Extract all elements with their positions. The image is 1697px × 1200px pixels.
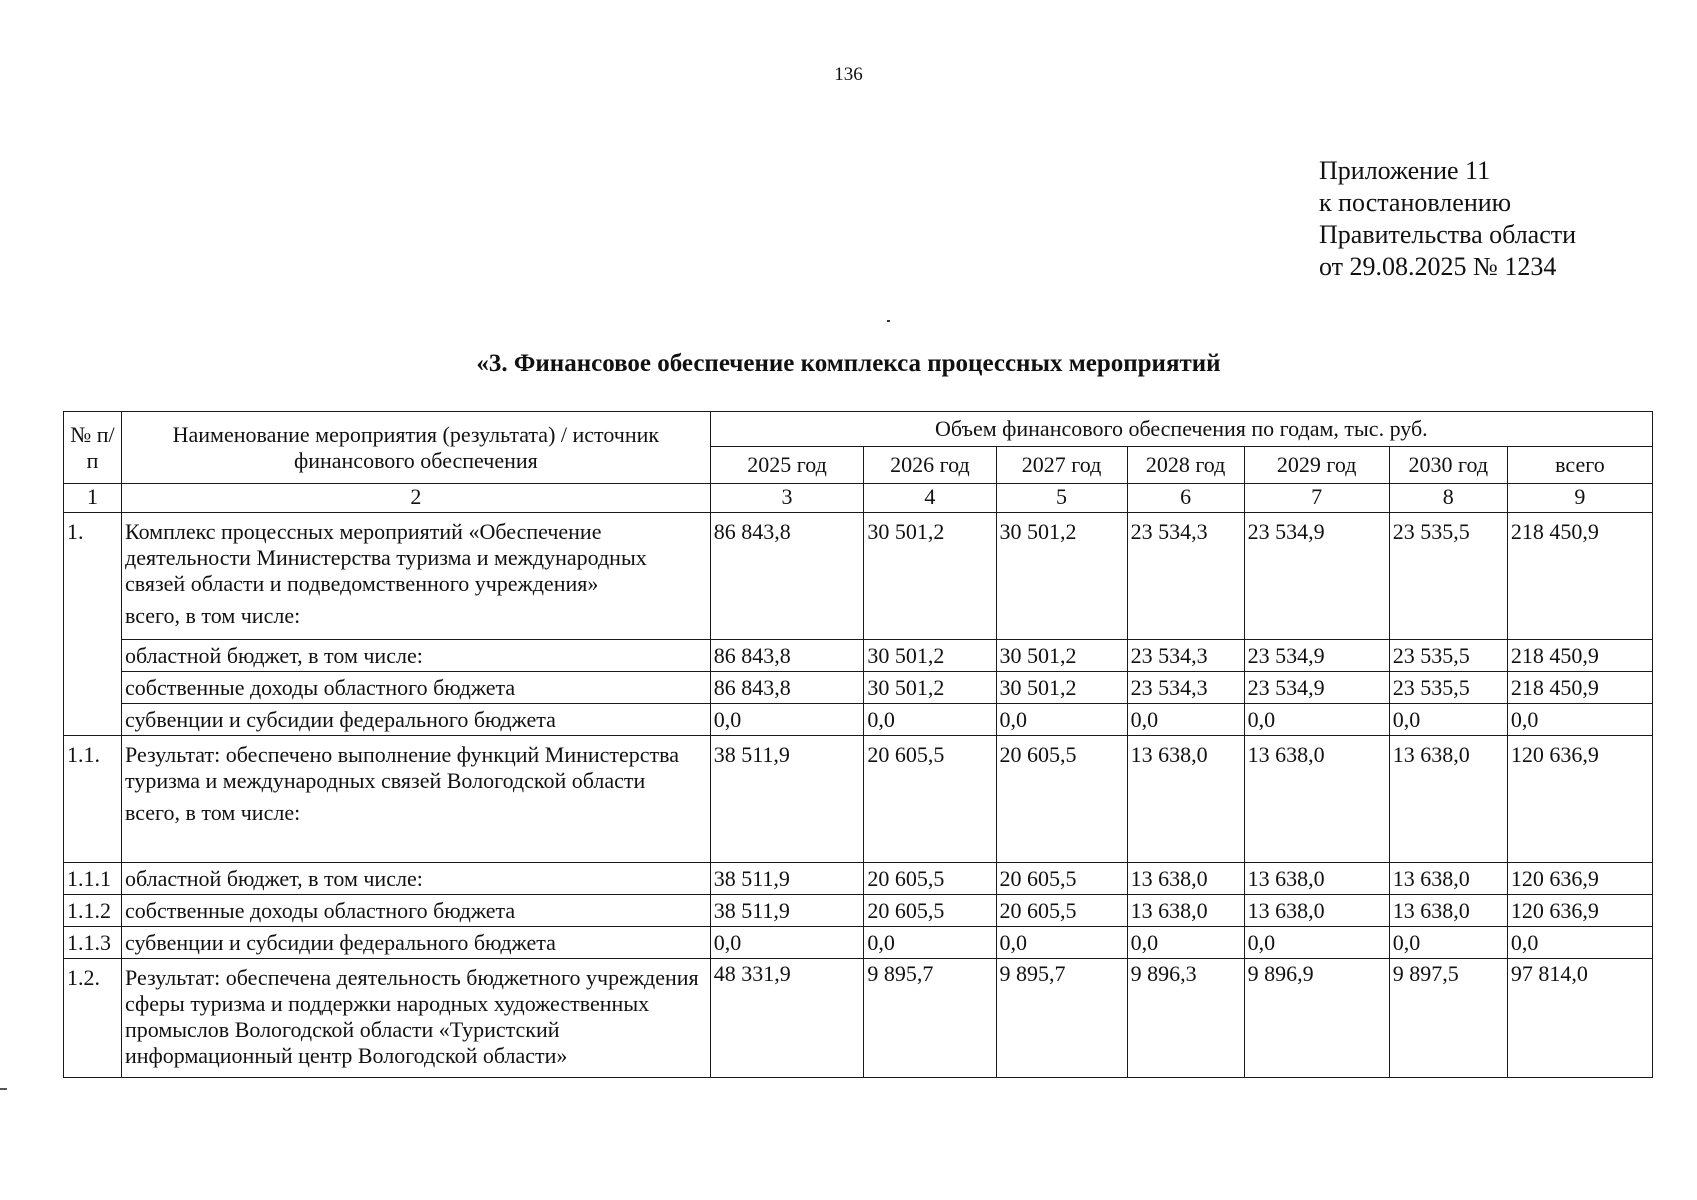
value-cell: 86 843,8: [710, 640, 864, 672]
value-cell: 23 535,5: [1389, 672, 1507, 704]
value-cell: 13 638,0: [1127, 736, 1244, 863]
value-cell: 13 638,0: [1244, 895, 1389, 927]
row-name: [122, 895, 711, 927]
row-name-text: собственные доходы областного бюджета: [125, 898, 516, 923]
value-cell: 23 535,5: [1389, 513, 1507, 640]
value-cell: 20 605,5: [996, 895, 1127, 927]
value-cell: 20 605,5: [996, 863, 1127, 895]
value-cell: 48 331,9: [710, 959, 864, 1078]
value-cell: 20 605,5: [864, 895, 996, 927]
header-name: Наименование мероприятия (результата) / источник финансового обеспечения: [122, 412, 711, 484]
row-name-text: Комплекс процессных мероприятий «Обеспечение деятельности Министерства туризма и международных связей области и подведомственного учреждения»: [125, 519, 647, 596]
value-cell: 38 511,9: [710, 736, 864, 863]
row-name: [122, 736, 711, 863]
value-cell: 13 638,0: [1389, 736, 1507, 863]
value-cell: 20 605,5: [864, 863, 996, 895]
row-name-text: собственные доходы областного бюджета: [125, 675, 516, 700]
value-cell: 23 534,9: [1244, 640, 1389, 672]
value-cell: 120 636,9: [1507, 895, 1652, 927]
column-number: 9: [1507, 484, 1652, 513]
row-name-text: субвенции и субсидии федерального бюджета: [125, 930, 556, 955]
header-year: 2025 год: [710, 447, 864, 484]
table-row: [64, 959, 1653, 1078]
row-name-text: областной бюджет, в том числе:: [125, 643, 423, 668]
value-cell: 30 501,2: [864, 513, 996, 640]
value-cell: 23 534,9: [1244, 672, 1389, 704]
row-number: 1.2.: [64, 959, 122, 1078]
value-cell: 0,0: [1507, 704, 1652, 736]
value-cell: 13 638,0: [1127, 863, 1244, 895]
value-cell: 0,0: [996, 927, 1127, 959]
value-cell: 9 896,3: [1127, 959, 1244, 1078]
value-cell: 30 501,2: [864, 672, 996, 704]
value-cell: 218 450,9: [1507, 513, 1652, 640]
value-cell: 30 501,2: [996, 640, 1127, 672]
value-cell: 0,0: [864, 927, 996, 959]
section-title: «3. Финансовое обеспечение комплекса процессных мероприятий: [476, 350, 1221, 377]
row-name: [122, 927, 711, 959]
value-cell: 9 895,7: [996, 959, 1127, 1078]
row-name: [122, 513, 711, 640]
header-volume: Объем финансового обеспечения по годам, тыс. руб.: [710, 412, 1652, 447]
value-cell: 20 605,5: [996, 736, 1127, 863]
table-row: [64, 895, 1653, 927]
table-row: [64, 640, 1653, 672]
value-cell: 23 535,5: [1389, 640, 1507, 672]
value-cell: 0,0: [710, 704, 864, 736]
header-year: 2026 год: [864, 447, 996, 484]
row-name: [122, 640, 711, 672]
value-cell: 23 534,3: [1127, 640, 1244, 672]
value-cell: 0,0: [996, 704, 1127, 736]
row-name: [122, 863, 711, 895]
row-name: [122, 959, 711, 1078]
page-number: 136: [834, 64, 863, 85]
table-row: [64, 927, 1653, 959]
header-year: 2028 год: [1127, 447, 1244, 484]
value-cell: 97 814,0: [1507, 959, 1652, 1078]
column-number: 3: [710, 484, 864, 513]
row-name: [122, 704, 711, 736]
value-cell: 0,0: [1244, 704, 1389, 736]
value-cell: 218 450,9: [1507, 672, 1652, 704]
value-cell: 13 638,0: [1127, 895, 1244, 927]
value-cell: 23 534,3: [1127, 672, 1244, 704]
header-year: 2030 год: [1389, 447, 1507, 484]
row-number: 1.1.1: [64, 863, 122, 895]
value-cell: 0,0: [1127, 704, 1244, 736]
header-year: 2029 год: [1244, 447, 1389, 484]
column-number: 6: [1127, 484, 1244, 513]
table-row: [64, 863, 1653, 895]
table-row: [64, 736, 1653, 863]
financing-table: [63, 411, 1653, 1078]
annex-block: [1319, 155, 1576, 283]
row-number: 1.: [64, 513, 122, 736]
row-name-text: Результат: обеспечено выполнение функций Министерства туризма и международных связей Вологодской области: [125, 742, 680, 793]
value-cell: 13 638,0: [1244, 863, 1389, 895]
value-cell: 0,0: [864, 704, 996, 736]
column-number: 1: [64, 484, 122, 513]
value-cell: 0,0: [1389, 927, 1507, 959]
header-year: всего: [1507, 447, 1652, 484]
annex-line: Приложение 11: [1319, 156, 1491, 185]
annex-line: от 29.08.2025 № 1234: [1319, 252, 1557, 281]
value-cell: 0,0: [1389, 704, 1507, 736]
value-cell: 13 638,0: [1244, 736, 1389, 863]
value-cell: 9 897,5: [1389, 959, 1507, 1078]
row-number: 1.1.: [64, 736, 122, 863]
value-cell: 0,0: [1127, 927, 1244, 959]
value-cell: 30 501,2: [864, 640, 996, 672]
row-name-text: областной бюджет, в том числе:: [125, 866, 423, 891]
row-name-text: Результат: обеспечена деятельность бюджетного учреждения сферы туризма и поддержки народных художественных промыслов Вологодской области «Туристский информационный центр Вологодской области»: [125, 965, 699, 1068]
value-cell: 218 450,9: [1507, 640, 1652, 672]
value-cell: 86 843,8: [710, 513, 864, 640]
value-cell: 23 534,3: [1127, 513, 1244, 640]
value-cell: 13 638,0: [1389, 895, 1507, 927]
header-num: № п/п: [64, 412, 122, 484]
value-cell: 20 605,5: [864, 736, 996, 863]
annex-line: к постановлению: [1319, 188, 1512, 217]
row-number: 1.1.3: [64, 927, 122, 959]
table-row: [64, 672, 1653, 704]
value-cell: 120 636,9: [1507, 736, 1652, 863]
row-subtext: всего, в том числе:: [125, 800, 301, 825]
value-cell: 9 895,7: [864, 959, 996, 1078]
annex-line: Правительства области: [1319, 220, 1577, 249]
column-number: 8: [1389, 484, 1507, 513]
value-cell: 30 501,2: [996, 513, 1127, 640]
table-row: [64, 704, 1653, 736]
column-number: 5: [996, 484, 1127, 513]
value-cell: 38 511,9: [710, 895, 864, 927]
value-cell: 0,0: [710, 927, 864, 959]
value-cell: 0,0: [1507, 927, 1652, 959]
value-cell: 38 511,9: [710, 863, 864, 895]
column-number: 7: [1244, 484, 1389, 513]
row-number: 1.1.2: [64, 895, 122, 927]
row-name: [122, 672, 711, 704]
value-cell: 0,0: [1244, 927, 1389, 959]
value-cell: 13 638,0: [1389, 863, 1507, 895]
column-number: 4: [864, 484, 996, 513]
scan-mark: [0, 1088, 7, 1090]
value-cell: 9 896,9: [1244, 959, 1389, 1078]
scan-mark: [887, 320, 890, 322]
value-cell: 23 534,9: [1244, 513, 1389, 640]
header-year: 2027 год: [996, 447, 1127, 484]
value-cell: 86 843,8: [710, 672, 864, 704]
value-cell: 30 501,2: [996, 672, 1127, 704]
value-cell: 120 636,9: [1507, 863, 1652, 895]
row-subtext: всего, в том числе:: [125, 603, 301, 628]
table-row: [64, 513, 1653, 640]
column-number: 2: [122, 484, 711, 513]
row-name-text: субвенции и субсидии федерального бюджета: [125, 707, 556, 732]
